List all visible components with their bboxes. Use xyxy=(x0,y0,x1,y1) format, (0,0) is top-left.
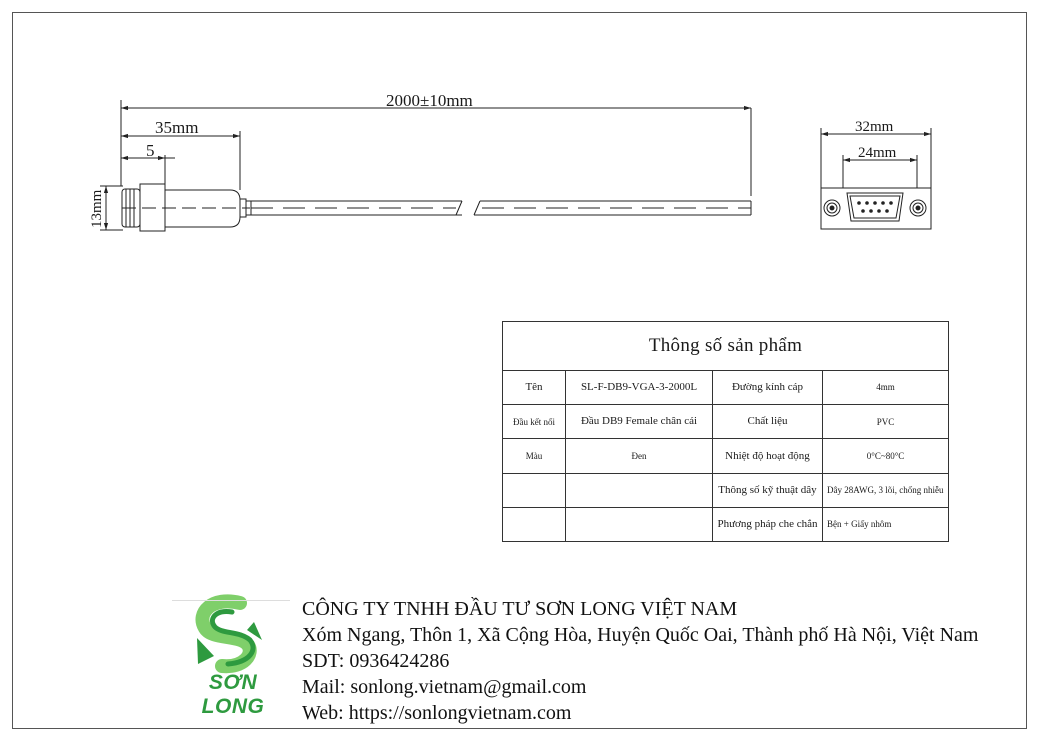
spec-value xyxy=(566,473,713,507)
spec-label: Phương pháp che chắn xyxy=(713,507,823,541)
spec-value: Bện + Giấy nhôm xyxy=(823,507,949,541)
spec-value: SL-F-DB9-VGA-3-2000L xyxy=(566,371,713,405)
spec-value: PVC xyxy=(823,405,949,439)
logo-divider xyxy=(172,600,290,601)
company-name: CÔNG TY TNHH ĐẦU TƯ SƠN LONG VIỆT NAM xyxy=(302,598,738,620)
tip-length-dimension-label: 5 xyxy=(146,141,155,160)
spec-label xyxy=(503,507,566,541)
spec-label: Màu xyxy=(503,439,566,473)
company-web: Web: https://sonlongvietnam.com xyxy=(302,702,572,724)
spec-value: Đen xyxy=(566,439,713,473)
table-row xyxy=(503,473,949,507)
spec-label: Nhiệt độ hoạt động xyxy=(713,439,823,473)
spec-label xyxy=(503,473,566,507)
spec-label: Đầu kết nối xyxy=(503,405,566,439)
spec-label: Thông số kỹ thuật dây xyxy=(713,473,823,507)
spec-value: Dây 28AWG, 3 lõi, chống nhiễu xyxy=(823,473,949,507)
outer-width-dimension-label: 32mm xyxy=(855,119,894,135)
spec-value: 0°C~80°C xyxy=(823,439,949,473)
spec-value: 4mm xyxy=(823,371,949,405)
company-info xyxy=(302,596,978,726)
table-row xyxy=(503,371,949,405)
spec-table-title: Thông số sản phẩm xyxy=(503,322,949,371)
table-row xyxy=(503,507,949,541)
spec-value xyxy=(566,507,713,541)
front-view-db9 xyxy=(821,128,931,229)
company-address: Xóm Ngang, Thôn 1, Xã Cộng Hòa, Huyện Quốc Oai, Thành phố Hà Nội, Việt Nam xyxy=(302,624,979,646)
head-length-dimension-label: 35mm xyxy=(155,118,199,137)
son-long-logo-mark xyxy=(197,601,262,666)
spec-label: Tên xyxy=(503,371,566,405)
height-dimension-label: 13mm xyxy=(89,189,105,228)
company-mail: Mail: sonlong.vietnam@gmail.com xyxy=(302,676,587,698)
product-spec-table xyxy=(502,321,949,542)
table-row xyxy=(503,405,949,439)
table-row xyxy=(503,439,949,473)
company-phone: SDT: 0936424286 xyxy=(302,650,450,672)
spec-label: Đường kính cáp xyxy=(713,371,823,405)
inner-width-dimension-label: 24mm xyxy=(858,145,897,161)
length-dimension-label: 2000±10mm xyxy=(386,91,473,110)
son-long-logo-text: SƠN LONG xyxy=(201,671,265,718)
spec-label: Chất liệu xyxy=(713,405,823,439)
spec-value: Đầu DB9 Female chân cái xyxy=(566,405,713,439)
